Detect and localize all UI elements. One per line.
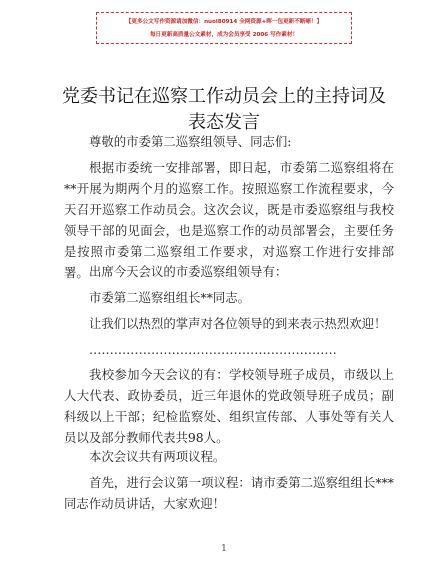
paragraph-ellipsis: …………………………………………………… <box>89 342 337 357</box>
paragraph-leader: 市委第二巡察组组长**同志。 <box>89 290 251 305</box>
paragraph-attendees-intro: 出席今天会议的市委巡察组领导有： <box>89 264 288 279</box>
banner-line-1: 【更多公文写作资源请加微信：nuol80914 全网资源+晖一包更新不断晰！】 <box>125 19 323 25</box>
paragraph-intro: 根据市委统一安排部署，即日起，市委第二巡察组将在**开展为期两个月的巡察工作。按照巡察工作流程要求，今天召开巡察工作动员会。这次会议，既是市委巡察组与我校领导干部的见面会，也是巡察工作的动员部署会，主要任务是按照市委第二巡察组工作要求，对巡察工作进行安排部署。 <box>64 160 394 280</box>
paragraph-welcome: 让我们以热烈的掌声对各位领导的到来表示热烈欢迎！ <box>89 316 387 331</box>
paragraph-salutation: 尊敬的市委第二巡察组领导、同志们: <box>89 134 292 149</box>
banner-line-2: 每日更新高质量公文素材，成为会员享受 2006 写作素材！ <box>149 32 299 38</box>
paragraph-first-item: 首先，进行会议第一项议程：请市委第二巡察组组长***同志作动员讲话，大家欢迎！ <box>64 475 394 511</box>
paragraph-participants: 我校参加今天会议的有：学校领导班子成员，市级以上人大代表、政协委员，近三年退休的党政领导班子成员；副科级以上干部；纪检监察处、组织宣传部、人事处等有关人员以及部分教师代表共98人。 <box>64 367 394 445</box>
document-title: 党委书记在巡察工作动员会上的主持词及表态发言 <box>62 86 386 133</box>
page-number: 1 <box>221 544 227 554</box>
header-banner <box>96 12 352 44</box>
paragraph-agenda: 本次会议共有两项议程。 <box>89 449 226 464</box>
